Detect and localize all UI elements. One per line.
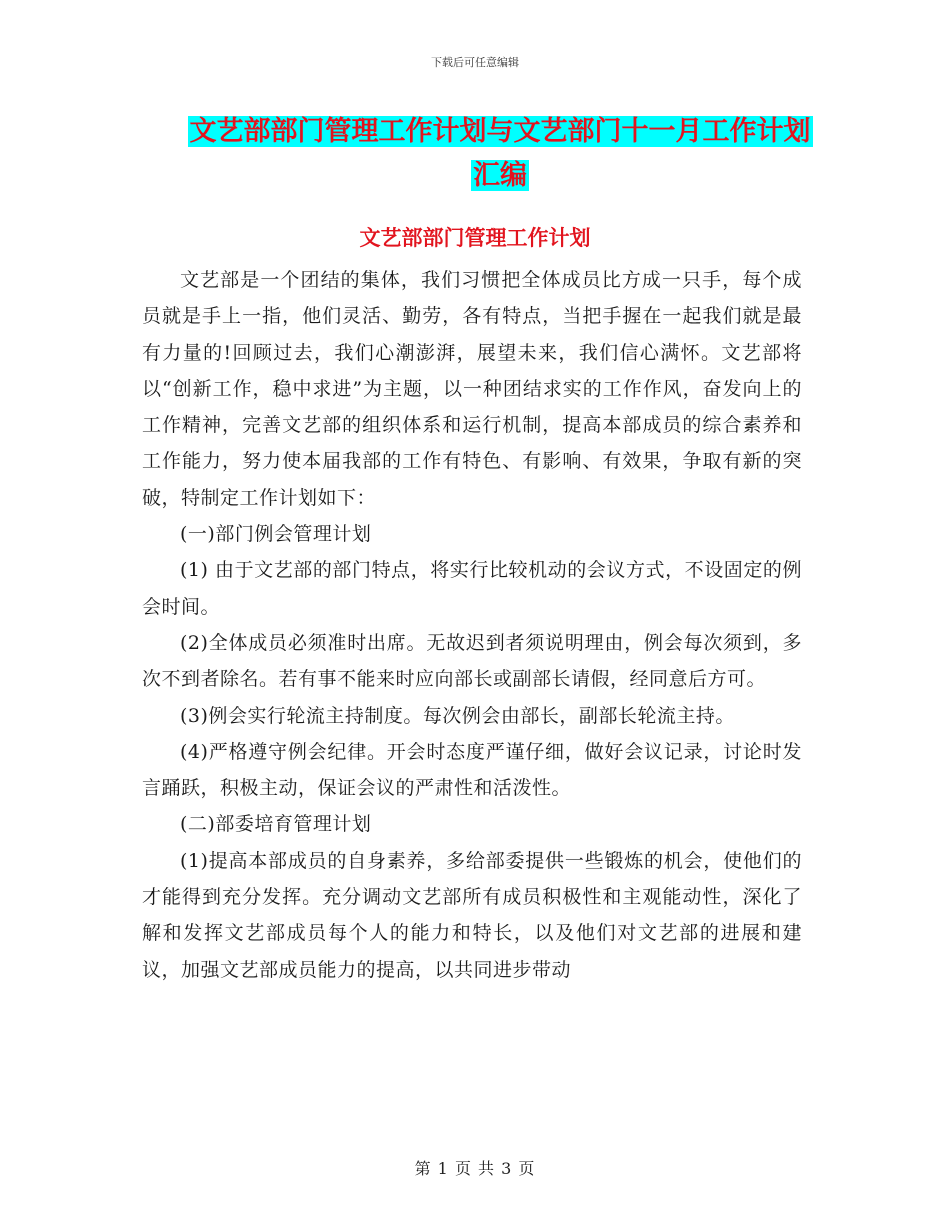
page-indicator: 第 1 页 共 3 页 xyxy=(414,1159,536,1178)
paragraph: (一)部门例会管理计划 xyxy=(180,523,372,546)
paragraph: (4)严格遵守例会纪律。开会时态度严谨仔细，做好会议记录，讨论时发言踊跃，积极主动，保证会议的严肃性和活泼性。 xyxy=(142,740,802,800)
section-title: 文艺部部门管理工作计划 xyxy=(359,225,591,250)
document-title-line-1: 文艺部部门管理工作计划与文艺部门十一月工作计划 xyxy=(189,116,811,147)
paragraph: 文艺部是一个团结的集体，我们习惯把全体成员比方成一只手，每个成员就是手上一指，他们灵活、勤劳，各有特点，当把手握在一起我们就是最有力量的!回顾过去，我们心潮澎湃，展望未来，我们信心满怀。文艺部将以“创新工作，稳中求进”为主题，以一种团结求实的工作作风，奋发向上的工作精神，完善文艺部的组织体系和运行机制，提高本部成员的综合素养和工作能力，努力使本届我部的工作有特色、有影响、有效果，争取有新的突破，特制定工作计划如下： xyxy=(142,269,802,509)
paragraph: (1) 由于文艺部的部门特点，将实行比较机动的会议方式，不设固定的例会时间。 xyxy=(142,559,802,618)
document-title xyxy=(150,110,850,198)
paragraph: (2)全体成员必须准时出席。无故迟到者须说明理由，例会每次须到，多次不到者除名。若有事不能来时应向部长或副部长请假，经同意后方可。 xyxy=(142,631,802,691)
paragraph: (3)例会实行轮流主持制度。每次例会由部长，副部长轮流主持。 xyxy=(180,704,735,727)
paragraph: (二)部委培育管理计划 xyxy=(180,813,372,836)
paragraph: (1)提高本部成员的自身素养，多给部委提供一些锻炼的机会，使他们的才能得到充分发挥。充分调动文艺部所有成员积极性和主观能动性，深化了解和发挥文艺部成员每个人的能力和特长，以及他们对文艺部的进展和建议，加强文艺部成员能力的提高，以共同进步带动 xyxy=(142,849,802,981)
document-title-line-2: 汇编 xyxy=(473,160,527,191)
body-text xyxy=(142,262,802,988)
header-note: 下载后可任意编辑 xyxy=(431,56,519,69)
